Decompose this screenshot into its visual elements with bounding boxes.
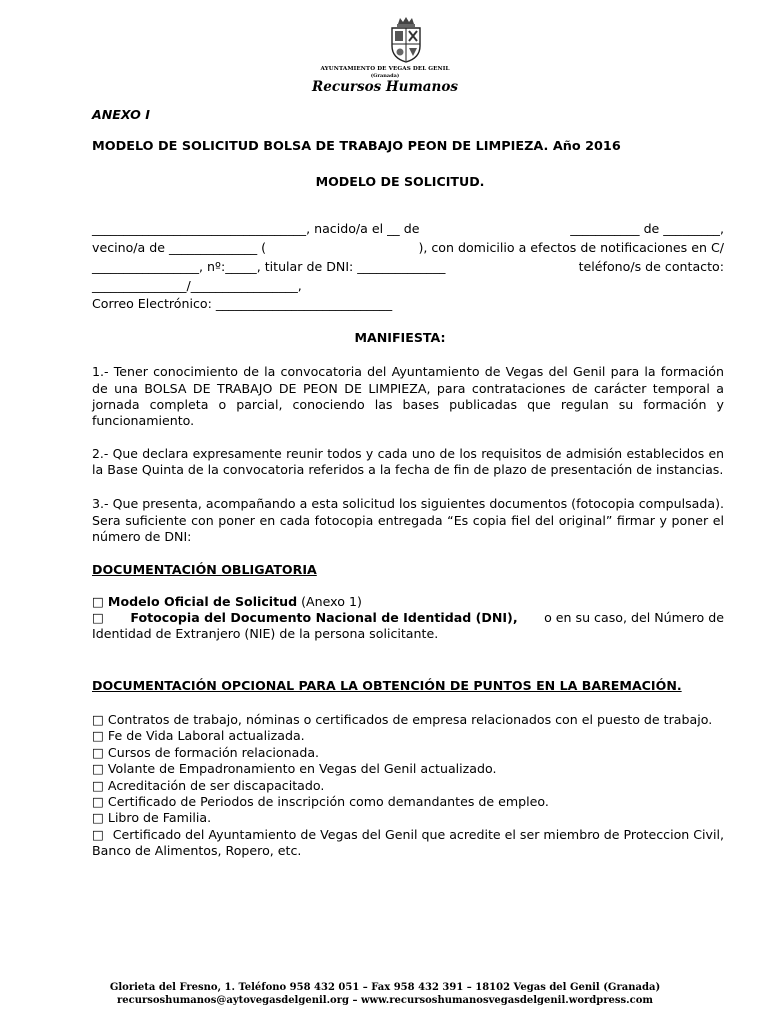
form-line-residence-b: ), con domicilio a efectos de notificaciones en C/ (418, 240, 724, 255)
optional-doc-item: □ Certificado de Periodos de inscripción como demandantes de empleo. (92, 794, 549, 809)
checkbox-icon: □ (92, 745, 104, 760)
paragraph-2: 2.- Que declara expresamente reunir todos y cada uno de los requisitos de admisión establecidos en (92, 446, 724, 461)
checkbox-icon: □ (92, 610, 104, 625)
checkbox-icon: □ (92, 794, 104, 809)
coat-of-arms-icon (386, 16, 426, 64)
checkbox-icon: □ (92, 761, 104, 776)
optional-doc-item-last-end: Banco de Alimentos, Ropero, etc. (92, 843, 302, 858)
checkbox-icon: □ (92, 594, 104, 609)
document-title: MODELO DE SOLICITUD BOLSA DE TRABAJO PEON DE LIMPIEZA. Año 2016 (92, 139, 621, 154)
annex-label: ANEXO I (92, 107, 150, 122)
form-line-email: Correo Electrónico: ____________________________ (92, 296, 393, 311)
optional-doc-item: □ Cursos de formación relacionada. (92, 745, 320, 760)
paragraph-3-end: número de DNI: (92, 529, 192, 544)
mandatory-doc-item-1-rest: (Anexo 1) (301, 594, 362, 609)
org-name: AYUNTAMIENTO DE VEGAS DEL GENIL (320, 66, 450, 72)
form-line-name-a: __________________________________, nacido/a el __ de (92, 221, 420, 236)
optional-doc-item: □ Volante de Empadronamiento en Vegas del Genil actualizado. (92, 761, 497, 776)
form-line-residence (92, 240, 724, 257)
checkbox-icon: □ (92, 778, 104, 793)
optional-doc-item: □ Fe de Vida Laboral actualizada. (92, 728, 305, 743)
paragraph-2-end: la Base Quinta de la convocatoria referidos a la fecha de fin de plazo de presentación de instancias. (92, 462, 724, 477)
mandatory-doc-item-2-end: Identidad de Extranjero (NIE) de la persona solicitante. (92, 626, 439, 641)
checkbox-icon: □ (92, 827, 104, 842)
form-line-dni-a: _________________, nº:_____, titular de DNI: ______________ (92, 259, 446, 274)
mandatory-doc-item-2 (92, 610, 724, 627)
form-line-phone: _______________/_________________, (92, 278, 302, 293)
mandatory-doc-item-2-rest: o en su caso, del Número de (544, 610, 724, 625)
org-subtitle: (Granada) (370, 73, 400, 79)
form-line-dni (92, 259, 724, 276)
paragraph-1: 1.- Tener conocimiento de la convocatoria del Ayuntamiento de Vegas del Genil para la formación de una BOLSA DE TRABAJO DE PEON DE LIMPIEZA, para contrataciones de carácter temporal a jornada completa o parcial, conociendo las bases publicadas que regulan su formación y (92, 364, 724, 413)
mandatory-doc-item-1 (92, 594, 724, 611)
mandatory-doc-item-1-bold: Modelo Oficial de Solicitud (107, 594, 298, 609)
footer-contact: recursoshumanos@aytovegasdelgenil.org – www.recursoshumanosvegasdelgenil.wordpress.com (116, 995, 653, 1006)
department-name: Recursos Humanos (312, 79, 458, 95)
form-line-name-b: ___________ de _________, (570, 221, 724, 236)
mandatory-doc-item-2-bold: Fotocopia del Documento Nacional de Identidad (DNI), (130, 610, 518, 625)
optional-doc-item: □ Acreditación de ser discapacitado. (92, 778, 325, 793)
checkbox-icon: □ (92, 712, 104, 727)
checkbox-icon: □ (92, 810, 104, 825)
form-line-residence-a: vecino/a de ______________ ( (92, 240, 267, 255)
mandatory-docs-heading: DOCUMENTACIÓN OBLIGATORIA (92, 562, 317, 577)
optional-doc-item: □ Contratos de trabajo, nóminas o certificados de empresa relacionados con el puesto de trabajo. (92, 712, 713, 727)
optional-docs-heading: DOCUMENTACIÓN OPCIONAL PARA LA OBTENCIÓN DE PUNTOS EN LA BAREMACIÓN. (92, 678, 682, 693)
form-line-name (92, 221, 724, 238)
document-subtitle: MODELO DE SOLICITUD. (315, 174, 485, 189)
manifiesta-heading: MANIFIESTA: (354, 330, 446, 345)
paragraph-1-end: funcionamiento. (92, 413, 195, 428)
checkbox-icon: □ (92, 728, 104, 743)
footer-address: Glorieta del Fresno, 1. Teléfono 958 432 051 – Fax 958 432 391 – 18102 Vegas del Genil (Granada) (109, 982, 661, 993)
optional-doc-item-last: □ Certificado del Ayuntamiento de Vegas del Genil que acredite el ser miembro de Proteccion Civil, (92, 827, 724, 842)
optional-doc-item: □ Libro de Familia. (92, 810, 212, 825)
form-line-dni-b: teléfono/s de contacto: (578, 259, 724, 274)
paragraph-3: 3.- Que presenta, acompañando a esta solicitud los siguientes documentos (fotocopia compulsada). Sera suficiente con poner en cada fotocopia entregada “Es copia fiel del original” firmar y poner el (92, 496, 724, 528)
